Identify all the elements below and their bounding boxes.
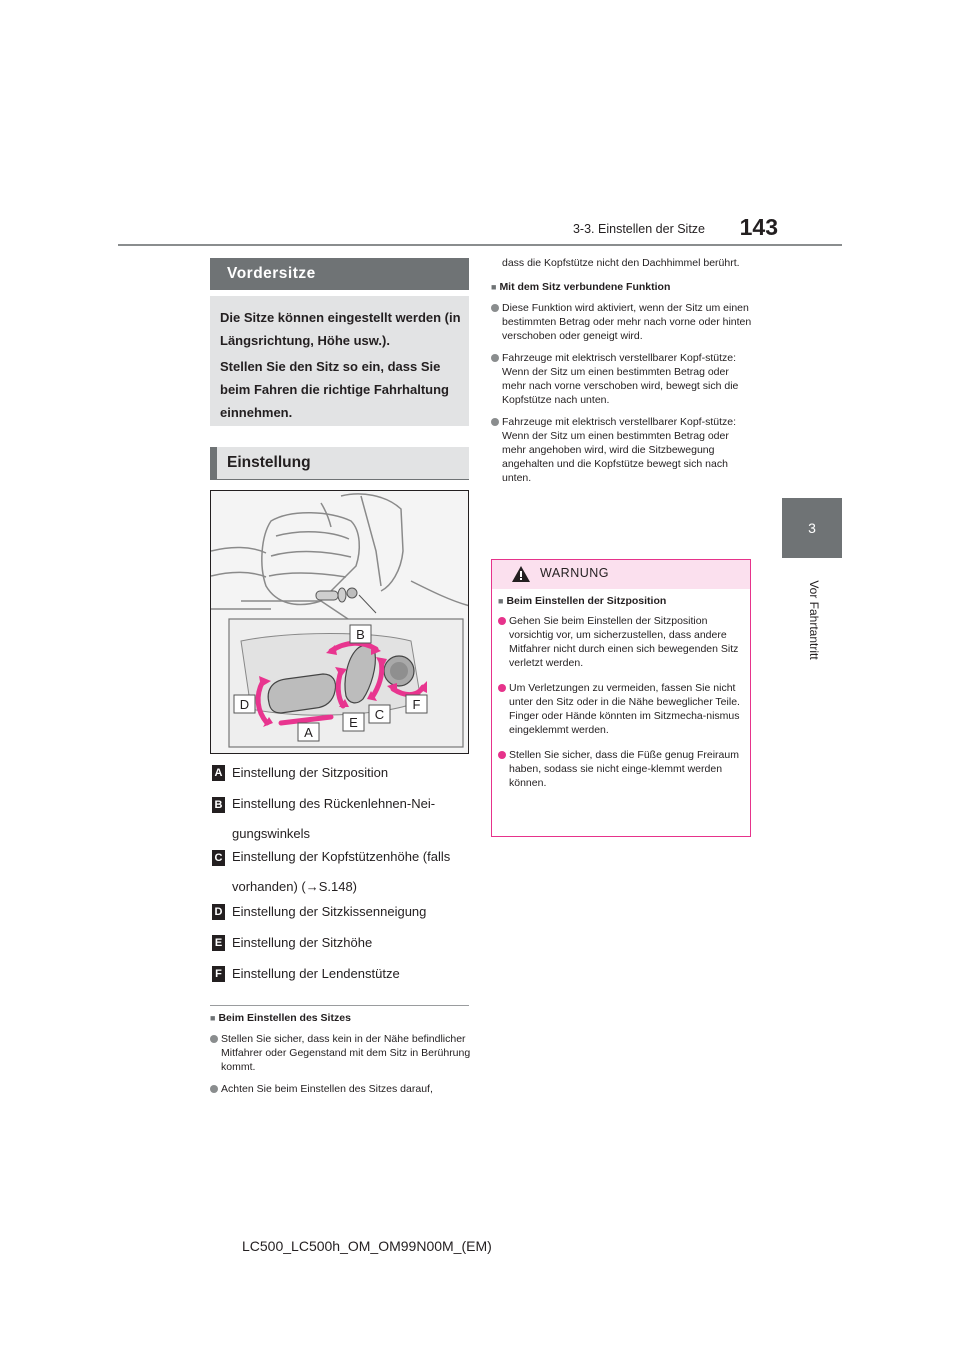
chapter-tab <box>782 498 842 558</box>
figure-label-e: E <box>349 715 358 730</box>
header-rule <box>118 244 842 246</box>
warning-bullet-3 <box>498 748 744 790</box>
notes-left-bullet-2-text: Achten Sie beim Einstellen des Sitzes darauf, <box>221 1083 433 1095</box>
bullet-dot-icon <box>491 304 499 312</box>
notes-right-bullet-3-text: Fahrzeuge mit elektrisch verstellbarer Kopf-stütze: Wenn der Sitz um einen bestimmten Betrag oder mehr angehoben wird, wird die Sitzbewegung angehalten und die Kopfstütze bewegt sich nach unten. <box>502 416 737 484</box>
notes-right-heading: ■ Mit dem Sitz verbundene Funktion <box>491 281 753 293</box>
chapter-title-vertical: Vor Fahrtantritt <box>807 580 821 660</box>
item-letter-d: D <box>212 904 225 920</box>
figure-label-d: D <box>239 697 250 712</box>
figure-label-b: B <box>356 627 365 642</box>
notes-right-continuation: dass die Kopfstütze nicht den Dachhimmel berührt. <box>502 257 740 269</box>
item-letter-c: C <box>212 850 225 866</box>
item-text-c: Einstellung der Kopfstützenhöhe (falls vorhanden) (→S.148) <box>232 849 451 894</box>
heading-rule <box>210 479 469 480</box>
section-divider <box>210 1005 469 1006</box>
notes-left-heading: ■ Beim Einstellen des Sitzes <box>210 1012 472 1024</box>
bullet-dot-icon <box>210 1085 218 1093</box>
warning-title: WARNUNG <box>540 566 610 580</box>
item-letter-b: B <box>212 797 225 813</box>
notes-right-bullet-2 <box>491 351 753 407</box>
item-letter-f: F <box>212 966 225 982</box>
figure-label-c: C <box>374 707 385 722</box>
warning-box <box>491 559 751 837</box>
warning-bullet-3-text: Stellen Sie sicher, dass die Füße genug Freiraum haben, sodass sie nicht einge-klemmt werden können. <box>509 749 739 789</box>
figure-label-f: F <box>412 697 421 712</box>
warning-heading: ■ Beim Einstellen der Sitzposition <box>498 595 744 607</box>
header-section-title: 3-3. Einstellen der Sitze <box>572 222 705 236</box>
warning-content <box>498 595 744 790</box>
bullet-dot-icon <box>491 354 499 362</box>
bullet-dot-icon <box>498 617 506 625</box>
notes-left-bullet-1 <box>210 1032 472 1074</box>
intro-paragraph-2: Stellen Sie den Sitz so ein, dass Sie beim Fahren die richtige Fahrhaltung einnehmen. <box>220 359 449 420</box>
bullet-dot-icon <box>210 1035 218 1043</box>
item-letter-e: E <box>212 935 225 951</box>
warning-bullet-2-text: Um Verletzungen zu vermeiden, fassen Sie nicht unter den Sitz oder in die Nähe beweglicher Teile. Finger oder Hände könnten im Sitzmecha-nismus eingeklemmt werden. <box>509 682 740 736</box>
notes-right-bullet-1 <box>491 301 753 343</box>
bullet-dot-icon <box>491 418 499 426</box>
notes-left-bullet-2 <box>210 1082 472 1096</box>
seat-controls-figure <box>210 490 469 754</box>
warning-bullet-1 <box>498 614 744 670</box>
heading-vordersitze <box>210 258 469 290</box>
warning-header <box>492 560 750 589</box>
item-text-a: Einstellung der Sitzposition <box>232 765 389 780</box>
warning-bullet-1-text: Gehen Sie beim Einstellen der Sitzposition vorsichtig vor, um sicherzustellen, dass andere Mitfahrer nicht durch einen sich bewegenden Sitz verletzt werden. <box>509 615 739 669</box>
bullet-dot-icon <box>498 684 506 692</box>
heading-einstellung-text: Einstellung <box>227 454 311 471</box>
chapter-number: 3 <box>808 520 816 536</box>
bullet-dot-icon <box>498 751 506 759</box>
item-text-e: Einstellung der Sitzhöhe <box>232 935 373 950</box>
heading-einstellung <box>210 447 469 479</box>
warning-bullet-2 <box>498 681 744 737</box>
item-text-d: Einstellung der Sitzkissenneigung <box>232 904 427 919</box>
item-text-b: Einstellung des Rückenlehnen-Nei-gungswinkels <box>232 796 436 841</box>
intro-paragraph-1: Die Sitze können eingestellt werden (in Längsrichtung, Höhe usw.). <box>220 310 461 348</box>
notes-left <box>210 1012 472 1096</box>
heading-vordersitze-text: Vordersitze <box>227 265 316 282</box>
footer-document-id: LC500_LC500h_OM_OM99N00M_(EM) <box>242 1238 492 1254</box>
notes-right-bullet-1-text: Diese Funktion wird aktiviert, wenn der Sitz um einen bestimmten Betrag oder mehr nach vorne oder hinten verschoben oder geneigt wird. <box>502 302 752 342</box>
seat-illustration <box>211 491 469 754</box>
warning-triangle-icon <box>512 566 530 582</box>
item-text-f: Einstellung der Lendenstütze <box>232 966 400 981</box>
intro-box <box>210 296 469 426</box>
notes-left-bullet-1-text: Stellen Sie sicher, dass kein in der Nähe befindlicher Mitfahrer oder Gegenstand mit dem Sitz in Berührung kommt. <box>221 1033 471 1073</box>
notes-right-bullet-3 <box>491 415 753 485</box>
item-letter-a: A <box>212 765 225 781</box>
notes-right <box>491 256 753 485</box>
figure-label-a: A <box>304 725 313 740</box>
notes-right-bullet-2-text: Fahrzeuge mit elektrisch verstellbarer Kopf-stütze: Wenn der Sitz um einen bestimmten Betrag oder mehr nach vorne verschoben wird, bewegt sich die Kopfstütze nach unten. <box>502 352 739 406</box>
page-number: 143 <box>739 214 778 240</box>
